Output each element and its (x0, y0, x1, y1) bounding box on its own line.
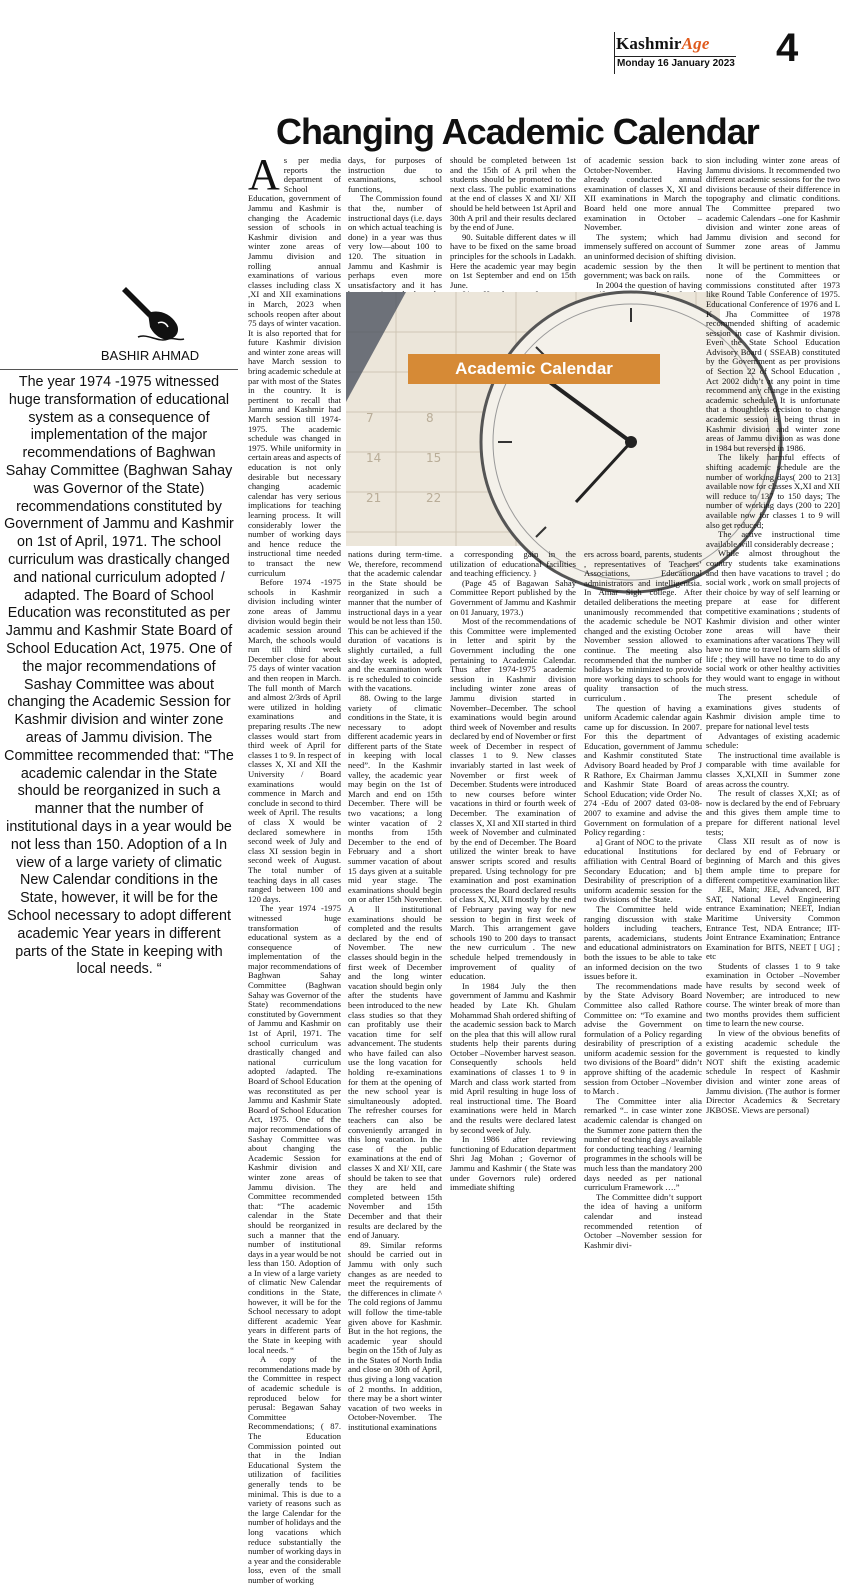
paragraph: The instructional time available is comparable with time available for classes X,XI,XII in Summer zone areas across the country. (706, 749, 840, 789)
paragraph: sion including winter zone areas of Jammu divisions. It recommended two different academic sessions for the two divisions because of their difference in topography and climatic conditions. The Committee prepared two academic Calendars –one for Kashmir division and winter zone areas of Jammu division and second for Summer zone areas of Jammu division. (706, 155, 840, 261)
paragraph: The likely harmful effects of shifting academic schedule are the number of working days( 200 to 213] available now for classes X,XI and XII will reduce to 137 to 150 days; The number of working days (200 to 220] available now for classes 1 to 9 will also get reduced; (706, 452, 840, 530)
paragraph: In 1986 after reviewing functioning of Education department Shri Jag Mohan ; Governor of Jammu and Kashmir ( the State was under Governors rule) ordered immediate shifting (450, 1134, 576, 1193)
article-headline: Changing Academic Calendar (276, 111, 759, 152)
paragraph: The Committee didn’t support the idea of having a uniform calendar and instead recommended retention of October –November session for Kashmir divi- (584, 1191, 702, 1250)
paragraph: nations during term-time. We, therefore, recommend that the academic calendar in the State should be reorganized in such a manner that the number of instructional days in a year would be not less than 150. This can be achieved if the duration of vacations is slightly curtailed, a full six-day week is adopted, and the examination work is re scheduled to coincide with the vacations. (348, 549, 442, 694)
paragraph: In view of the obvious benefits of existing academic schedule the government is requested to kindly NOT shift the existing academic schedule In respect of Kashmir division and winter zone areas of Jammu division. (The author is former Director Academics & Secretary JKBOSE. Views are personal) (706, 1028, 840, 1115)
paragraph: A copy of the recommendations made by the Committee in respect of academic schedule is reproduced below for perusal: Begawan Sahay Committee Recommendations; ( 87. The Education Commission pointed out that in the Indian Educational System the utilization of facilities generally tends to be minimal. This is due to a variety of reasons such as the large Calendar for the number of holidays and the long vacations which reduce substantially the number of working days in a year and the considerable loss, even of the small number of working (248, 1354, 341, 1585)
author-byline: BASHIR AHMAD (100, 348, 200, 363)
paragraph: Students of classes 1 to 9 take examination in October –November have results by second week of November; are introduced to new course. The winter break of more than two months provides them sufficient time to learn the new course. (706, 960, 840, 1029)
page-number: 4 (776, 26, 799, 70)
paragraph: In 1984 July the then government of Jammu and Kashmir headed by Late Kh. Ghulam Mohammad Shah ordered shifting of the academic session back to March on the plea that this will allow rural students help their parents during October –November harvest season. Consequently schools held examinations of classes 1 to 9 in March and class work started from mid April resulting in huge loss of real instructional time. The Board examinations were held in March and the results were declared latest by second week of July. (450, 980, 576, 1135)
paragraph: The result of classes X,XI; as of now is declared by the end of February and this gives them ample time to prepare for different national level tests; (706, 788, 840, 837)
logo-main: Kashmir (616, 34, 682, 53)
newspaper-logo[interactable] (616, 34, 710, 54)
paragraph: The year 1974 -1975 witnessed huge transformation of educational system as a consequence of implementation of the major recommendations of Baghwan Sahay Committee (Baghwan Sahay was Governor of the State) recommendations constituted by Government of Jammu and Kashmir on 1st of April, 1971. The school curriculum was drastically changed and national curriculum adopted /adapted. The Board of School Education was reconstituted as per Jammu and Kashmir State Board of School Education Act, 1975. One of the major recommendations of Sashay Committee was about changing the Academic Session for Kashmir division and winter zone areas of Jammu division. The Committee recommended that: “The academic calendar in the State should be reorganized in such a manner that the number of institutional days in a year would be not less than 150. Adoption of a In view of a large variety of climatic New Calendar conditions in the State, however, it will be for the School necessary to adopt different academic Year years in different parts of the State in keeping with local needs. “ (248, 903, 341, 1355)
paragraph: ers across board, parents, students , representatives of Teachers’ Associations, Educational administrators and intelligentsia. In Amar Sigh college. After detailed deliberations the meeting unanimously recommended that the academic schedule be NOT changed and the existing October November session allowed to continue. The meeting also recommended that the number of holidays be minimized to provide more working days to schools for quality transaction of the curriculum . (584, 549, 702, 703)
drop-cap: A (248, 150, 280, 199)
paragraph: In 2004 the question of having (596, 279, 702, 290)
clock-calendar-illustration (346, 292, 720, 546)
paragraph: The Committee inter alia remarked “.. in case winter zone academic calendar is changed on the Summer zone pattern then the number of teaching days available for conducting teaching / learning programmes in the schools will be much less than the mandatory 200 days needed as per national curriculum Framework ….” (584, 1095, 702, 1193)
paragraph: s per media reports the department of School Education, government of Jammu and Kashmir is changing the Academic session of schools in Kashmir division and winter zone areas of Jammu division and rolling annual examinations of various classes including class X ,XI and XII examinations in March, 2023 when schools reopen after about 75 days of winter vacation. It is also reported that for future Kashmir division and winter zone areas will have March session to bring academic schedule at par with most of the States in the country. It is pertinent to recall that Jammu and Kashmir had March session till 1974-1975. The academic schedule was changed in 1975. While uniformity in certain areas and aspects of education is not only desirable but necessary changing academic calendar has very serious implications for teaching learning process. It will considerably lower the number of working days and hence reduce the instructional time needed to transact the new curriculum (248, 155, 341, 578)
paragraph: The system; which had immensely suffered on account of an uninformed decision of shifting academic session by the then government; was back on rails. (584, 231, 702, 281)
paragraph: The question of having a uniform Academic calendar again came up for discussion. In 2007. For this the department of Education, government of Jammu and Kashmir constituted State Advisory Board headed by Prof J R Rathore, Ex Chairman Jammu and Kashmir State Board of School Education; vide Order No. 274 -Edu of 2007 dated 03-08-2007 to examine and advise the Government on formulation of a Policy regarding : (584, 702, 702, 838)
paragraph: days, for purposes of instruction due to examinations, school functions, (348, 155, 442, 194)
svg-text:21: 21 (366, 491, 382, 505)
paragraph: 90. Suitable different dates w ill have to be fixed on the same broad principles for the schools in Ladakh. Here the academic year may begin on 1st September and end on 15th June. (450, 231, 576, 290)
pull-quote: The year 1974 -1975 witnessed huge transformation of educational system as a consequence of implementation of the major recommendations of Baghwan Sahay Committee (Baghwan Sahay was Governor of the State) recommendations constituted by Government of Jammu and Kashmir on 1st of April, 1971. The school curriculum was drastically changed and national curriculum adopted / adapted. The Board of School Education was reconstituted as per Jammu and Kashmir State Board of School Education Act, 1975. One of the major recommendations of Sashay Committee was about changing the Academic Session for Kashmir division and winter zone areas of Jammu division. The Committee recommended that: “The academic calendar in the State should be reorganized in such a manner that the number of institutional days in a year would be not less than 150. Adoption of a In view of a large variety of climatic New Calendar conditions in the State, however, it will be for the School necessary to adopt different academic Year years in different parts of the State in keeping with local needs. “ (4, 374, 234, 978)
svg-text:15: 15 (426, 451, 442, 465)
paragraph: The recommendations made by the State Advisory Board Committee also called Rathore Committee on: “To examine and advise the Government on formulation of a Policy regarding desirability of prescription of a uniform academic session for the two divisions of the Board” didn’t approve shifting of the academic session from October –November to March . (584, 980, 702, 1097)
logo-accent: Age (681, 34, 710, 53)
article-column-2-bottom (348, 549, 442, 1433)
svg-text:7: 7 (366, 411, 374, 425)
paragraph: (Page 45 of Bagawan Sahay Committee Report published by the Government of Jammu and Kashmir on 01 January, 1973.) (450, 577, 576, 617)
svg-text:22: 22 (426, 491, 442, 505)
paragraph: The Commission found that the, number of instructional days (i.e. days on which actual teaching is done) in a year was thus very low—about 100 to 120. The situation in Jammu and Kashmir is perhaps even more unsatisfactory and it has (348, 193, 442, 290)
paragraph: While almost throughout the country students take examinations and then have vacations to travel ; do social work , work on small projects of their choice by way of self learning or prepare at ease for different competitive examinations ; students of Kashmir division and other winter zone areas will have their examinations after vacations They will have no time to travel to learn skills of life ; they will have no time to do any social work or other healthy activities they would want to engage in without much stress. (706, 548, 840, 693)
paragraph: The Committee held wide ranging discussion with stake holders including teachers, parents, academicians, students and educational administrators on both the issues to be able to take an informed decision on the two issues before it. (584, 903, 702, 982)
byline-divider (0, 369, 238, 370)
paragraph: Most of the recommendations of this Committee were implemented in letter and spirit by the Government including the one pertaining to Academic Calendar. Thus after 1974-1975 academic session in Kashmir division including winter zone areas of Jammu division started in November–December. The school examinations would begin around third week of November and results declared by end of November or first week of December in respect of classes 1 to 9. New classes invariably started in last week of November or first week of December. Students were introduced to new courses before winter vacations in third or fourth week of December. The examination of classes X, XI and XII started in third week of November and culminated by the end of December. The Board utilized the winter break to have answer scripts scored and results prepared. Using technology for pre examination and post examination processes the Board declared results of class X, XI, XII mostly by the end of February paving way for new session to begin in first week of March. This arrangement gave schools 190 to 200 days to transact the new curriculum . The new schedule helped tremendously in improvement of quality of education. (450, 616, 576, 982)
article-column-2-top (348, 156, 442, 288)
paragraph: Before 1974 -1975 schools in Kashmir division including winter zone areas of Jammu division would begin their academic session around March, the schools would run till third week December close for about 75 days of winter vacation and then reopen in March. The full month of March and almost 2/3rds of April were utilized in holding examinations and preparing results .The new classes would start from third week of April for classes 1 to 9. In respect of classes X, XI and XII the University / Board examinations would commence in March and conclude in second to third week of April. The results of class X would be declared somewhere in second week of July and class XI session begin in second week of August. The total number of teaching days in all cases ranged between 100 and 120 days. (248, 577, 341, 904)
paragraph: Advantages of existing academic schedule: (706, 730, 840, 751)
paragraph: 88. Owing to the large variety of climatic conditions in the State, it is necessary to adopt different academic years in different parts of the State in keeping with local need”. In the Kashmir valley, the academic year may begin on the 1st of March and end on 15th December. There will be two vacations; a long winter vacation of 2 months from 15th December to the end of February and a short summer vacation of about 15 days given at a suitable mid year stage. The examinations should begin on or after 15th November. A ll institutional examinations should be completed and the results declared by the end of November. The new classes should begin in the first week of December and the long winter vacation should begin only after the students have been introduced to the new class studies so that they can profitably use their vacation time for self advancement. The students who have failed can also use the long vacation for holding re-examinations for them at the opening of the new school year is simultaneously adopted. The refresher courses for teachers can also be conveniently arranged in this long vacation. In the case of the public examinations at the end of classes X and XI/ XII, care should be taken to see that they are held and completed between 15th November and 15th December and that their results are declared by the end of January. (348, 692, 442, 1241)
article-column-3-top (450, 156, 576, 288)
svg-text:8: 8 (426, 411, 434, 425)
paragraph: The present schedule of examinations gives students of Kashmir division ample time to prepare for national level tests (706, 692, 840, 732)
article-column-4-top (584, 156, 702, 288)
paragraph: a corresponding gain in the utilization of educational facilities and teaching efficiency. } (450, 549, 576, 579)
masthead-divider (614, 56, 736, 57)
article-column-4-bottom (584, 550, 702, 1281)
paragraph: JEE, Main; JEE, Advanced, BIT SAT, National Level Engineering entrance Examination; NEET, Indian Maritime University Common Entrance Test, NDA Entrance; IIT-Joint Entrance Examination; Entrance Examination for BITS, NEET [ UG] ; etc (706, 884, 840, 962)
article-column-5 (706, 156, 840, 1281)
paragraph: a] Grant of NOC to the private educational Institutions for affiliation with Central Board of Secondary Education; and b] Desirability of prescription of a uniform academic session for the two divisions of the State. (584, 836, 702, 905)
paragraph: should be completed between 1st and the 15th of A pril when the students should be promoted to the next class. The public examinations at the end of classes X and XI/ XII should be held between 1st April and 30th A pril and their results declared by the end of June. (450, 155, 576, 233)
article-image (346, 292, 720, 546)
paragraph: It will be pertinent to mention that none of the Committees or commissions constituted after 1973 like Round Table Conference of 1975. Educational Conference of 1976 and L K Jha Committee of 1978 recommended shifting of academic session in case of Kashmir division. Even the State School Education Advisory Board ( SSEAB) constituted by the Government as per provisions of Section 22 of School Education , Act 2002 didn’t at any point in time recommend any change in the existing academic schedule. It is unfortunate that a thoughtless decision to change academic session is being thrust in Kashmir division and winter zone areas of Jammu division as was done in 1984 but reversed in 1986. (706, 260, 840, 453)
article-column-1 (248, 150, 341, 1585)
pen-writing-icon (118, 283, 188, 345)
article-column-3-bottom (450, 550, 576, 1281)
paragraph: of academic session back to October-November. Having already conducted annual examination of classes X, XI and XII examinations in March the Board held one more annual examination in October –November. (584, 155, 702, 233)
issue-date: Monday 16 January 2023 (617, 58, 735, 69)
masthead-rule (614, 32, 615, 74)
svg-text:14: 14 (366, 451, 382, 465)
paragraph: The active instructional time available will considerably decrease ; (706, 529, 840, 549)
image-caption: Academic Calendar (408, 354, 660, 384)
paragraph: Class XII result as of now is declared by end of February or beginning of March and this gives them ample time to prepare for different competitive examination like: (706, 836, 840, 885)
paragraph: 89. Similar reforms should be carried out in Jammu with only such changes as are needed to meet the requirements of the differences in climate ^ The cold regions of Jammu will follow the time-table given above for Kashmir. But in the hot regions, the academic year should begin on the 15th of July as in the States of North India and close on 30th of April, thus giving a long vacation of 2 months. In addition, there may be a short winter vacation of two weeks in October-November. The institutional examinations (348, 1239, 442, 1433)
